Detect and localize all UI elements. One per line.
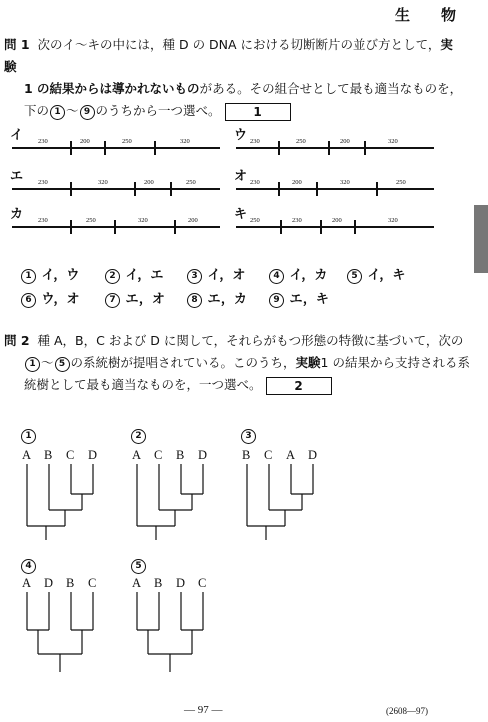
- fragment-value: 320: [138, 217, 148, 224]
- q1-label: 問 1: [4, 37, 30, 52]
- q1-emphasis-experiment: 実験: [4, 37, 453, 74]
- fragment-value: 250: [396, 179, 406, 186]
- option-text: イ，エ: [125, 268, 164, 283]
- section-tab-marker: [474, 205, 488, 273]
- fragment-value: 320: [388, 138, 398, 145]
- fragment-value: 250: [296, 138, 306, 145]
- fragment-label-u: ウ: [234, 128, 248, 143]
- fragment-row-ki: [236, 219, 434, 235]
- option-number: 6: [21, 293, 36, 308]
- tree-5-number: [130, 558, 147, 574]
- tree-2-number-glyph: 2: [131, 429, 146, 444]
- q1-text-line3a: 下の: [24, 103, 50, 118]
- answer-box-2[interactable]: 2: [266, 377, 332, 395]
- fragment-label-i: イ: [10, 128, 24, 143]
- option-number: 1: [21, 269, 36, 284]
- option-3[interactable]: [186, 264, 245, 284]
- tree-3-diagram: [240, 464, 330, 554]
- option-9[interactable]: [268, 288, 329, 308]
- fragment-value: 250: [122, 138, 132, 145]
- q1-text-line3b: のうちから一つ選べ。: [95, 103, 221, 118]
- q2-emphasis-experiment: 実験: [295, 355, 321, 370]
- tree-2-leaf: B: [176, 448, 185, 462]
- question-2: [4, 330, 474, 396]
- tree-3-number: [240, 428, 257, 444]
- tree-5-diagram: [130, 592, 220, 682]
- fragment-value: 200: [188, 217, 198, 224]
- tree-5-leaf: A: [132, 576, 142, 590]
- tree-3-leaf: D: [308, 448, 318, 462]
- subject-heading: 生 物: [394, 6, 464, 24]
- fragment-row-i: [12, 140, 220, 156]
- fragment-value: 250: [250, 217, 260, 224]
- fragment-value: 200: [292, 179, 302, 186]
- option-text: エ，カ: [207, 292, 247, 307]
- tree-3-leaf: B: [242, 448, 251, 462]
- option-text: エ，オ: [125, 292, 165, 307]
- page-code: (2608—97): [386, 706, 428, 716]
- tree-2-number: [130, 428, 147, 444]
- q1-range-from: 1: [50, 105, 65, 120]
- option-number: 8: [187, 293, 202, 308]
- q2-range-to: 5: [55, 357, 70, 372]
- tree-3-leaf: C: [264, 448, 273, 462]
- option-text: ウ，オ: [41, 292, 80, 307]
- question-1: [4, 34, 464, 122]
- tree-4-leaf: A: [22, 576, 32, 590]
- tree-1-leaf: C: [66, 448, 75, 462]
- tree-4-number: [20, 558, 37, 574]
- fragment-value: 200: [144, 179, 154, 186]
- fragment-value: 230: [38, 138, 48, 145]
- tree-4-diagram: [20, 592, 110, 682]
- fragment-value: 250: [86, 217, 96, 224]
- q2-label: 問 2: [4, 333, 30, 348]
- fragment-value: 320: [388, 217, 398, 224]
- q1-range-sep: ～: [66, 103, 79, 118]
- fragment-label-o: オ: [234, 169, 248, 184]
- fragment-row-ka: [12, 219, 220, 235]
- option-7[interactable]: [104, 288, 165, 308]
- option-1[interactable]: [20, 264, 79, 284]
- q2-text-line2c: 1 の結果から支持される系: [320, 355, 470, 370]
- fragment-value: 200: [340, 138, 350, 145]
- tree-5-leaf: C: [198, 576, 207, 590]
- answer-box-1[interactable]: 1: [225, 103, 291, 121]
- q1-emphasis-not-derived: 1 の結果からは導かれないもの: [24, 81, 200, 96]
- fragment-row-e: [12, 181, 220, 197]
- tree-2-diagram: [130, 464, 220, 554]
- tree-4-leaf: D: [44, 576, 54, 590]
- option-number: 5: [347, 269, 362, 284]
- fragment-value: 230: [250, 138, 260, 145]
- fragment-row-u: [236, 140, 434, 156]
- tree-1-diagram: [20, 464, 110, 554]
- fragment-label-e: エ: [10, 169, 24, 184]
- tree-1-number-glyph: 1: [21, 429, 36, 444]
- tree-4-number-glyph: 4: [21, 559, 36, 574]
- option-text: イ，ウ: [41, 268, 80, 283]
- q2-text-line3: 統樹として最も適当なものを，一つ選べ。: [24, 377, 262, 392]
- tree-3-number-glyph: 3: [241, 429, 256, 444]
- option-text: イ，カ: [289, 268, 328, 283]
- option-number: 7: [105, 293, 120, 308]
- tree-3-leaf: A: [286, 448, 296, 462]
- tree-1-leaf: D: [88, 448, 98, 462]
- option-number: 4: [269, 269, 284, 284]
- fragment-value: 320: [180, 138, 190, 145]
- tree-2-leaf: D: [198, 448, 208, 462]
- tree-4-leaf: C: [88, 576, 97, 590]
- option-text: イ，オ: [207, 268, 246, 283]
- q1-text-line2: がある。その組合せとして最も適当なものを，: [199, 81, 463, 96]
- fragment-row-o: [236, 181, 434, 197]
- option-6[interactable]: [20, 288, 80, 308]
- fragment-value: 230: [292, 217, 302, 224]
- fragment-value: 200: [80, 138, 90, 145]
- fragment-label-ki: キ: [234, 207, 248, 222]
- option-4[interactable]: [268, 264, 327, 284]
- option-5[interactable]: [346, 264, 405, 284]
- tree-2-leaf: C: [154, 448, 163, 462]
- q2-range-sep: ～: [41, 355, 54, 370]
- q1-range-to: 9: [80, 105, 95, 120]
- fragment-value: 230: [250, 179, 260, 186]
- page-number: — 97 —: [184, 704, 223, 716]
- q1-text-line1: 次のイ～キの中には，種 D の DNA における切断断片の並び方として，: [37, 37, 441, 52]
- option-8[interactable]: [186, 288, 247, 308]
- option-text: イ，キ: [367, 268, 406, 283]
- q2-range-from: 1: [25, 357, 40, 372]
- fragment-value: 250: [186, 179, 196, 186]
- fragment-value: 200: [332, 217, 342, 224]
- option-number: 3: [187, 269, 202, 284]
- q2-text-line1: 種 A，B，C および D に関して，それらがもつ形態の特徴に基づいて，次の: [37, 333, 464, 348]
- option-number: 2: [105, 269, 120, 284]
- fragment-label-ka: カ: [10, 207, 24, 222]
- tree-5-leaf: D: [176, 576, 186, 590]
- tree-5-leaf: B: [154, 576, 163, 590]
- option-2[interactable]: [104, 264, 163, 284]
- tree-1-leaf: A: [22, 448, 32, 462]
- tree-5-number-glyph: 5: [131, 559, 146, 574]
- tree-2-leaf: A: [132, 448, 142, 462]
- fragment-value: 230: [38, 217, 48, 224]
- fragment-value: 320: [340, 179, 350, 186]
- q2-text-line2a: の系統樹が提唱されている。このうち，: [70, 355, 296, 370]
- option-number: 9: [269, 293, 284, 308]
- tree-1-leaf: B: [44, 448, 53, 462]
- tree-4-leaf: B: [66, 576, 75, 590]
- fragment-value: 230: [38, 179, 48, 186]
- option-text: エ，キ: [289, 292, 329, 307]
- fragment-value: 320: [98, 179, 108, 186]
- tree-1-number: [20, 428, 37, 444]
